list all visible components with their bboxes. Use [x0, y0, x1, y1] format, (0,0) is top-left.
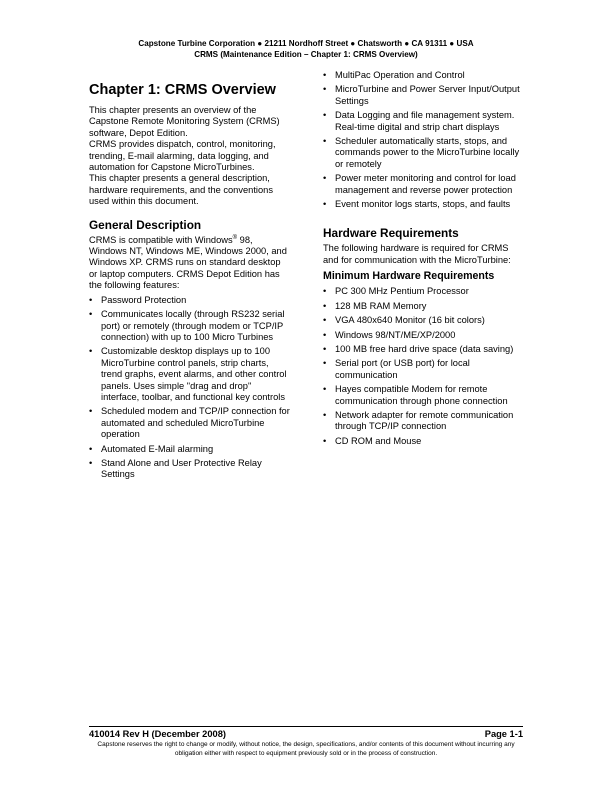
- footer-disclaimer: Capstone reserves the right to change or modify, without notice, the design, specifications, and/or contents of this document without incurring any obligation either with respect to equipment previously sold or in the process of construction.: [97, 741, 515, 757]
- hardware-item: • 128 MB RAM Memory: [323, 301, 525, 312]
- left-column: [89, 70, 291, 484]
- feature-item: • Automated E-Mail alarming: [89, 444, 291, 455]
- hardware-list: [323, 286, 525, 447]
- hardware-requirements-heading: Hardware Requirements: [323, 226, 459, 241]
- hardware-item: • VGA 480x640 Monitor (16 bit colors): [323, 315, 525, 326]
- registered-mark: ®: [232, 234, 238, 241]
- right-column: [323, 70, 525, 450]
- hardware-item: • CD ROM and Mouse: [323, 436, 525, 447]
- page-header: [0, 38, 612, 60]
- feature-item: • Scheduled modem and TCP/IP connection for automated and scheduled MicroTurbine operation: [89, 406, 291, 440]
- hardware-intro: The following hardware is required for CRMS and for communication with the MicroTurbine:: [323, 243, 511, 265]
- feature-item: • Event monitor logs starts, stops, and faults: [323, 199, 525, 210]
- intro-paragraph: CRMS provides dispatch, control, monitoring, trending, E-mail alarming, data logging, and automation for Capstone MicroTurbines.: [89, 139, 276, 173]
- hardware-item: • 100 MB free hard drive space (data saving): [323, 344, 525, 355]
- hardware-item: • Serial port (or USB port) for local communication: [323, 358, 525, 381]
- hardware-item: • PC 300 MHz Pentium Processor: [323, 286, 525, 297]
- chapter-title: Chapter 1: CRMS Overview: [89, 82, 276, 98]
- general-text-a: CRMS is compatible with Windows: [89, 234, 233, 245]
- hardware-item: • Windows 98/NT/ME/XP/2000: [323, 330, 525, 341]
- footer-divider: [89, 726, 523, 727]
- feature-item: • Customizable desktop displays up to 100 MicroTurbine control panels, strip charts, trend graphs, event alarms, and other control panels. Uses simple "drag and drop" interface, toolbar, and functional key controls: [89, 346, 291, 403]
- feature-item: • Communicates locally (through RS232 serial port) or remotely (through modem or TCP/IP connection) with up to 100 Micro Turbines: [89, 309, 291, 343]
- page-number: Page 1-1: [484, 729, 523, 739]
- document-revision: 410014 Rev H (December 2008): [89, 729, 226, 739]
- feature-item: • MultiPac Operation and Control: [323, 70, 525, 81]
- minimum-hardware-heading: Minimum Hardware Requirements: [323, 270, 495, 283]
- feature-list: [89, 295, 291, 481]
- feature-item: • Stand Alone and User Protective Relay Settings: [89, 458, 291, 481]
- hardware-item: • Hayes compatible Modem for remote communication through phone connection: [323, 384, 525, 407]
- hardware-item: • Network adapter for remote communication through TCP/IP connection: [323, 410, 525, 433]
- feature-item: • Scheduler automatically starts, stops, and commands power to the MicroTurbine locally or remotely: [323, 136, 525, 170]
- intro-paragraph: This chapter presents an overview of the Capstone Remote Monitoring System (CRMS) software, Depot Edition.: [89, 105, 280, 138]
- feature-item: • Password Protection: [89, 295, 291, 306]
- feature-list-continued: [323, 70, 525, 210]
- general-description-paragraph: [89, 235, 291, 292]
- general-description-heading: General Description: [89, 217, 202, 232]
- page-footer: [89, 729, 523, 739]
- header-document-title: CRMS (Maintenance Edition – Chapter 1: CRMS Overview): [194, 50, 418, 59]
- feature-item: • Power meter monitoring and control for load management and reverse power protection: [323, 173, 525, 196]
- feature-item: • MicroTurbine and Power Server Input/Output Settings: [323, 84, 525, 107]
- feature-item: • Data Logging and file management system. Real-time digital and strip chart displays: [323, 110, 525, 133]
- intro-paragraph: This chapter presents a general description, hardware requirements, and the conventions used within this document.: [89, 173, 273, 207]
- general-text-b: 98, Windows NT, Windows ME, Windows 2000, and Windows XP. CRMS runs on standard desktop or laptop computers. CRMS Depot Edition has the following features:: [89, 234, 287, 291]
- header-address: Capstone Turbine Corporation ● 21211 Nordhoff Street ● Chatsworth ● CA 91311 ● USA: [138, 39, 474, 48]
